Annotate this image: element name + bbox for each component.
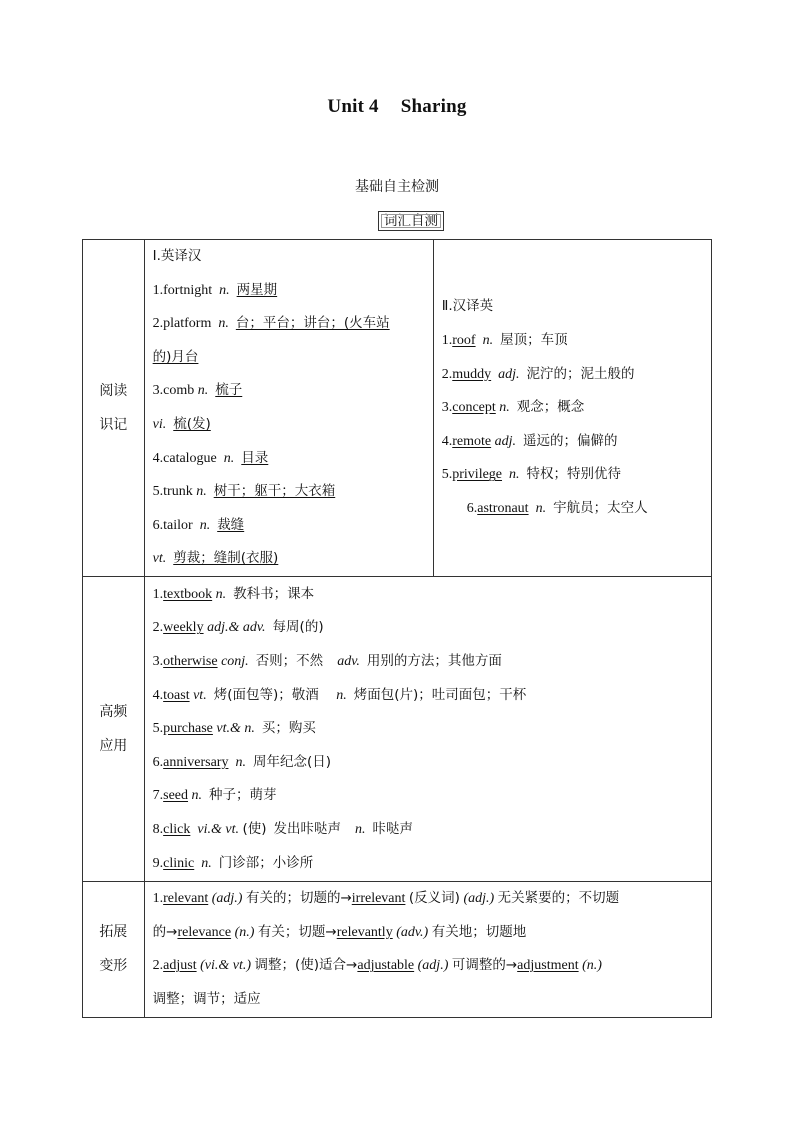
list-item: 1.textbook n. 教科书；课本	[152, 585, 315, 602]
list-item: 7.seed n. 种子；萌芽	[152, 787, 277, 804]
section-subtitle: 基础自主检测	[355, 179, 439, 195]
list-item: 2.adjust (vi.& vt.) 调整；(使)适合→adjustable (adj.) 可调整的→adjustment (n.)	[152, 957, 602, 974]
c2e-cell	[433, 240, 711, 577]
list-item: 调整；调节；适应	[152, 991, 261, 1008]
list-item: vi. 梳(发)	[152, 415, 211, 432]
c2e-header: Ⅱ.汉译英	[441, 298, 494, 315]
cat-frequent: 高频 应用	[83, 576, 145, 881]
list-item: 的)月台	[152, 348, 199, 365]
list-item: 4.toast vt. 烤(面包等)；敬酒 n. 烤面包(片)；吐司面包；干杯	[152, 686, 527, 703]
reading-row	[83, 240, 712, 577]
list-item: 9.clinic n. 门诊部；小诊所	[152, 854, 314, 871]
list-item: 1.relevant (adj.) 有关的；切题的→irrelevant (反义词) (adj.) 无关紧要的；不切题	[152, 890, 620, 907]
cat-extension: 拓展 变形	[83, 881, 145, 1017]
extension-row	[83, 881, 712, 1017]
list-item: 3.concept n. 观念；概念	[441, 399, 585, 416]
list-item: 2.weekly adj.& adv. 每周(的)	[152, 619, 324, 636]
unit-name: Sharing	[400, 96, 467, 117]
list-item: 6.anniversary n. 周年纪念(日)	[152, 753, 331, 770]
extension-cell	[144, 881, 711, 1017]
box-label: 词汇自测	[378, 211, 444, 231]
cat-reading: 阅读 识记	[83, 240, 145, 577]
list-item: 4.catalogue n. 目录	[152, 449, 269, 466]
list-item: 3.comb n. 梳子	[152, 382, 243, 399]
list-item: 5.trunk n. 树干；躯干；大衣箱	[152, 483, 336, 500]
list-item: vt. 剪裁；缝制(衣服)	[152, 550, 279, 567]
list-item: 5.privilege n. 特权；特别优待	[441, 466, 622, 483]
page-title	[0, 96, 794, 118]
list-item: 4.remote adj. 遥远的；偏僻的	[441, 432, 618, 449]
frequent-cell	[144, 576, 711, 881]
list-item: 1.roof n. 屋顶；车顶	[441, 331, 568, 348]
list-item: 的→relevance (n.) 有关；切题→relevantly (adv.) 有关地；切题地	[152, 923, 527, 940]
list-item: 8.click vi.& vt. (使) 发出咔哒声 n. 咔哒声	[152, 820, 414, 837]
list-item: 6.tailor n. 裁缝	[152, 516, 245, 533]
list-item: 6.astronaut n. 宇航员；太空人	[466, 499, 648, 516]
vocab-table	[82, 239, 712, 1018]
list-item: 2.platform n. 台；平台；讲台；(火车站	[152, 315, 390, 332]
frequent-row	[83, 576, 712, 881]
list-item: 2.muddy adj. 泥泞的；泥土般的	[441, 365, 635, 382]
e2c-cell	[144, 240, 433, 577]
list-item: 3.otherwise conj. 否则；不然 adv. 用别的方法；其他方面	[152, 652, 502, 669]
list-item: 5.purchase vt.& n. 买；购买	[152, 720, 316, 737]
list-item: 1.fortnight n. 两星期	[152, 281, 278, 298]
e2c-header: Ⅰ.英译汉	[152, 248, 202, 264]
unit-number: Unit 4	[327, 96, 379, 117]
